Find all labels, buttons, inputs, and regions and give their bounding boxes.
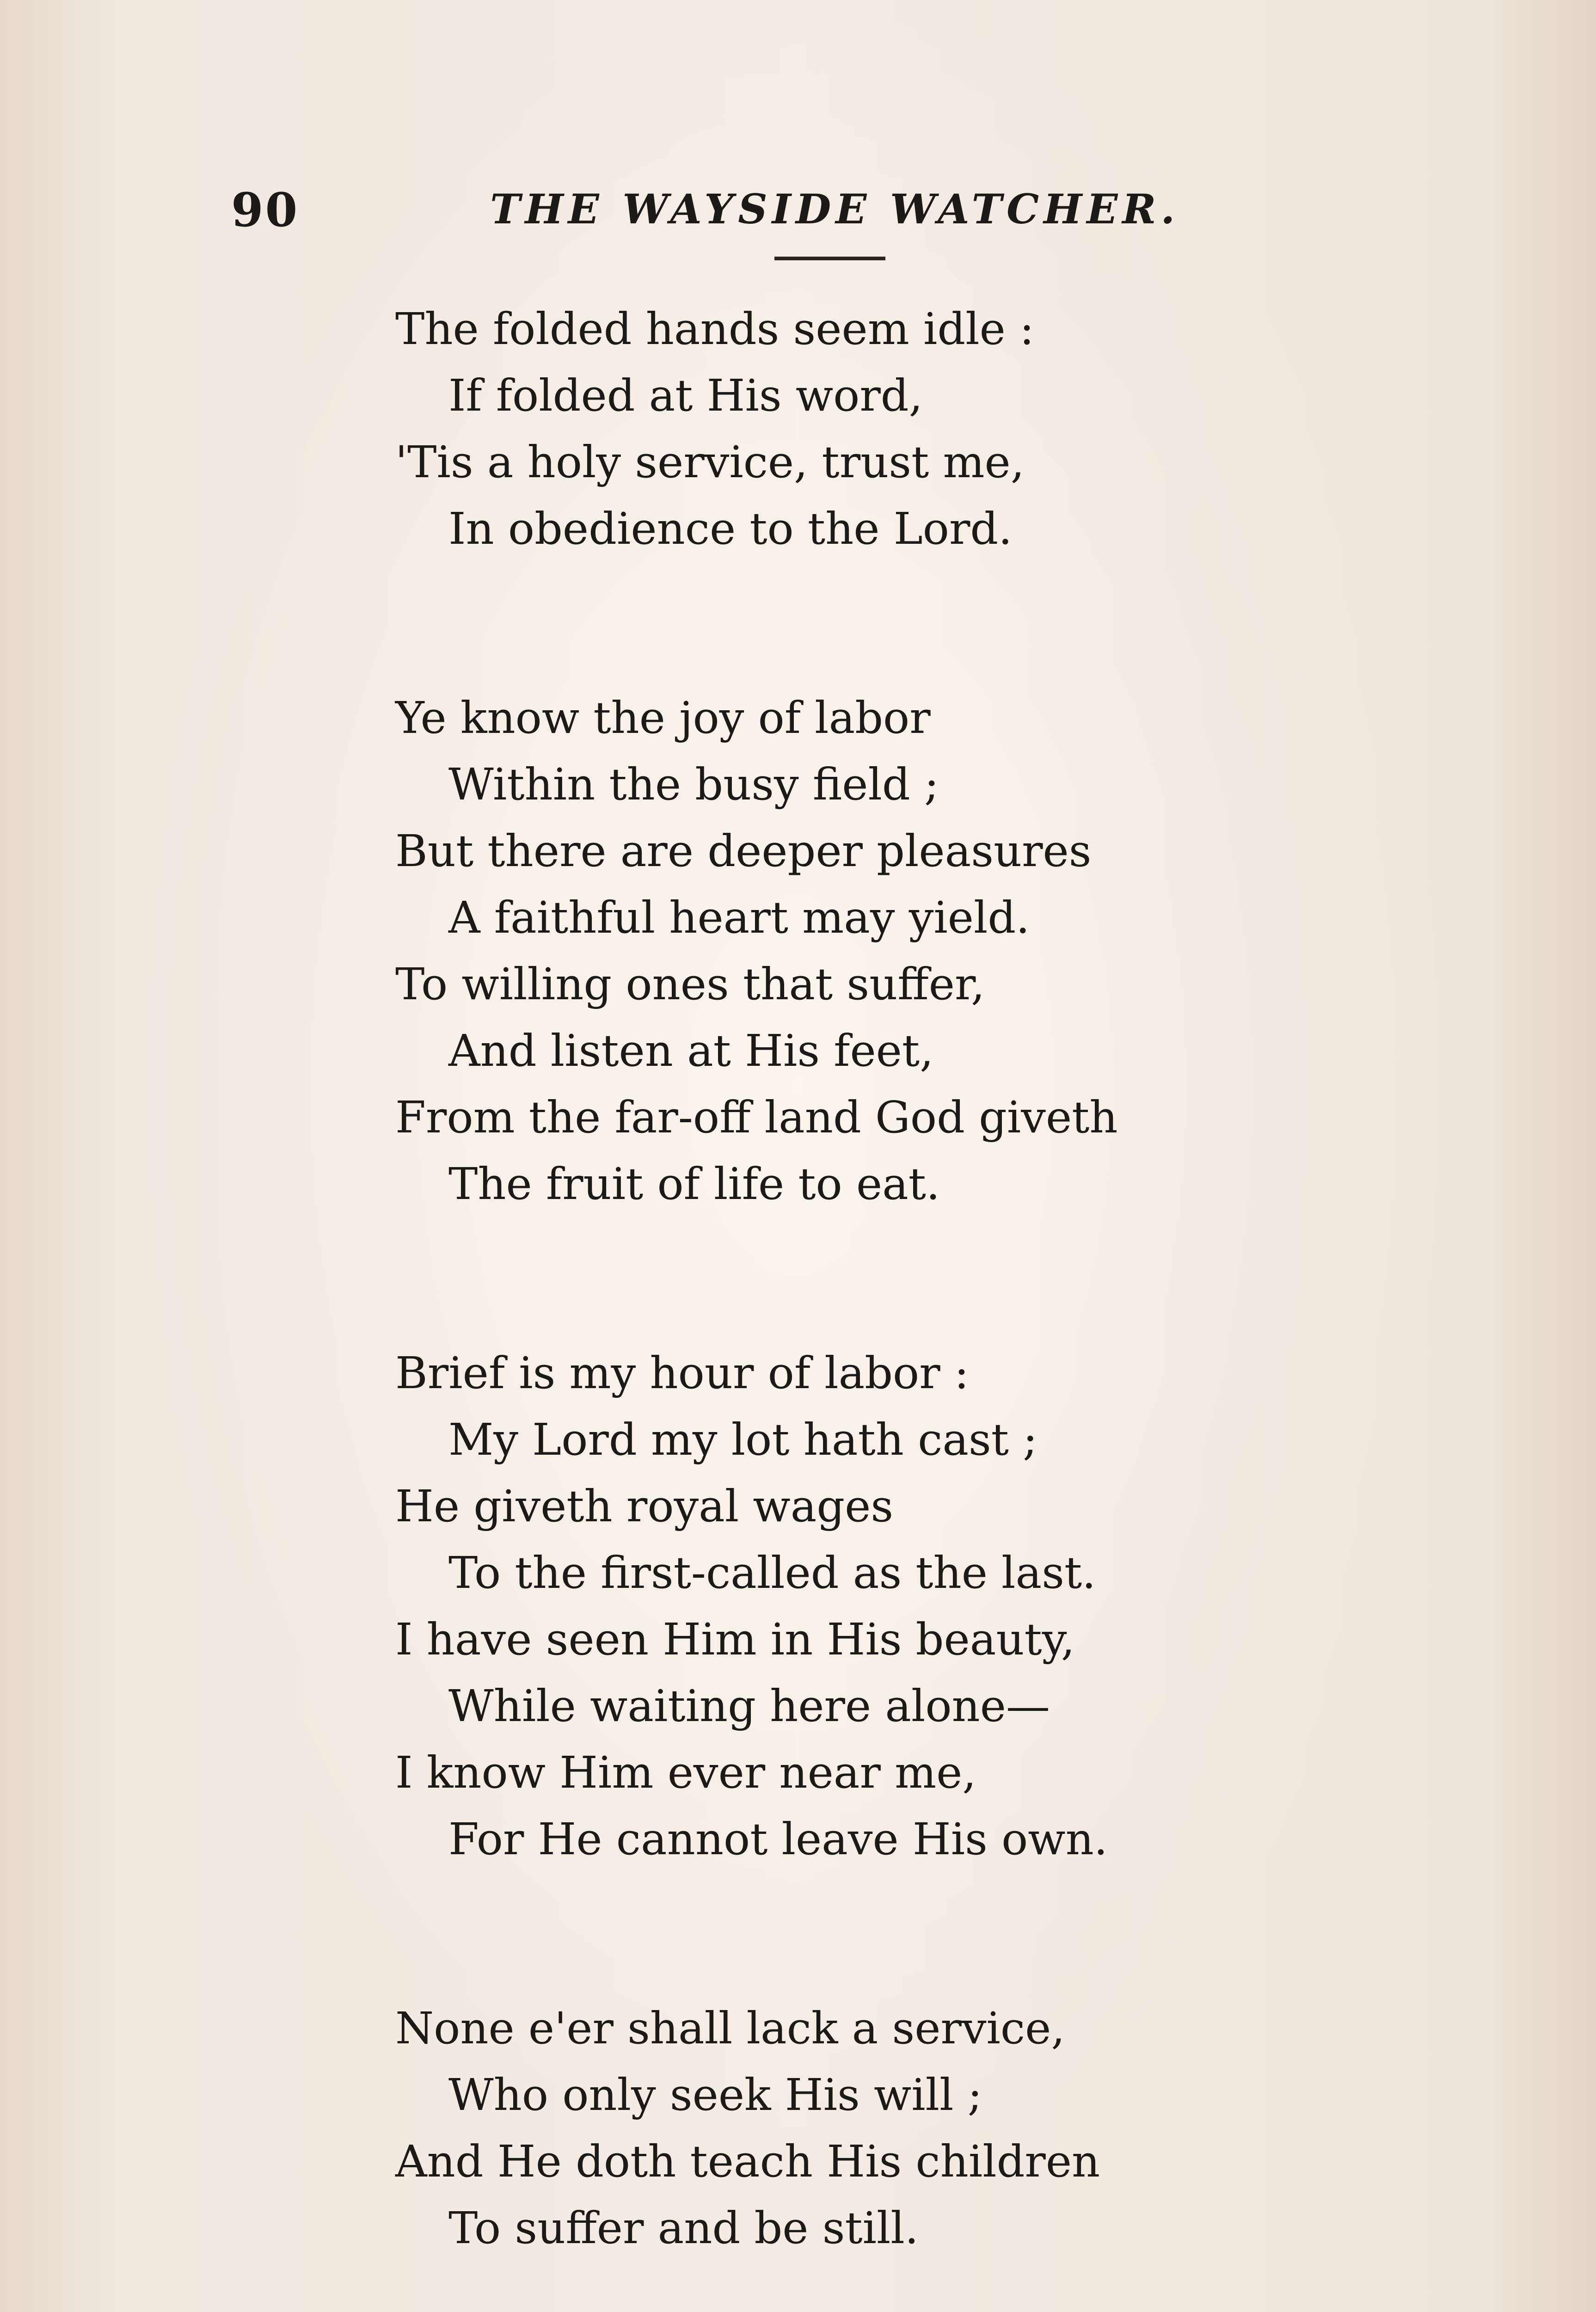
poem-line: And He doth teach His children bbox=[395, 2136, 1100, 2187]
stanza bbox=[395, 296, 1459, 562]
poem-line: A faithful heart may yield. bbox=[448, 892, 1030, 943]
poem-line: To willing ones that suffer, bbox=[395, 959, 985, 1010]
header-rule bbox=[774, 257, 885, 260]
poem-line: If folded at His word, bbox=[448, 370, 923, 421]
poem-line: To suffer and be still. bbox=[448, 2203, 919, 2254]
poem-line: 'Tis a holy service, trust me, bbox=[395, 437, 1025, 488]
poem-line: Within the busy field ; bbox=[448, 759, 939, 810]
poem-line: Brief is my hour of labor : bbox=[395, 1348, 969, 1399]
poem-line: The fruit of life to eat. bbox=[448, 1159, 940, 1210]
poem-line: But there are deeper pleasures bbox=[395, 826, 1092, 877]
page-number: 90 bbox=[231, 183, 300, 237]
poem-line: From the far-off land God giveth bbox=[395, 1092, 1118, 1143]
poem-line: None e'er shall lack a service, bbox=[395, 2003, 1065, 2054]
poem-line: And listen at His feet, bbox=[448, 1026, 934, 1076]
stanza bbox=[395, 685, 1459, 1217]
poem bbox=[395, 296, 1459, 2312]
poem-line: I have seen Him in His beauty, bbox=[395, 1614, 1075, 1665]
poem-line: Who only seek His will ; bbox=[448, 2070, 982, 2121]
poem-line: Ye know the joy of labor bbox=[395, 693, 931, 744]
poem-line: He giveth royal wages bbox=[395, 1481, 894, 1532]
stanza bbox=[395, 1995, 1459, 2262]
poem-line: For He cannot leave His own. bbox=[448, 1814, 1108, 1865]
stanza bbox=[395, 1340, 1459, 1873]
poem-line: While waiting here alone— bbox=[448, 1681, 1050, 1732]
poem-line: In obedience to the Lord. bbox=[448, 504, 1013, 554]
poem-line: I know Him ever near me, bbox=[395, 1747, 976, 1798]
running-title: THE WAYSIDE WATCHER. bbox=[490, 185, 1180, 233]
poem-line: My Lord my lot hath cast ; bbox=[448, 1414, 1038, 1465]
poem-line: To the first-called as the last. bbox=[448, 1548, 1096, 1599]
poem-line: The folded hands seem idle : bbox=[395, 304, 1034, 355]
